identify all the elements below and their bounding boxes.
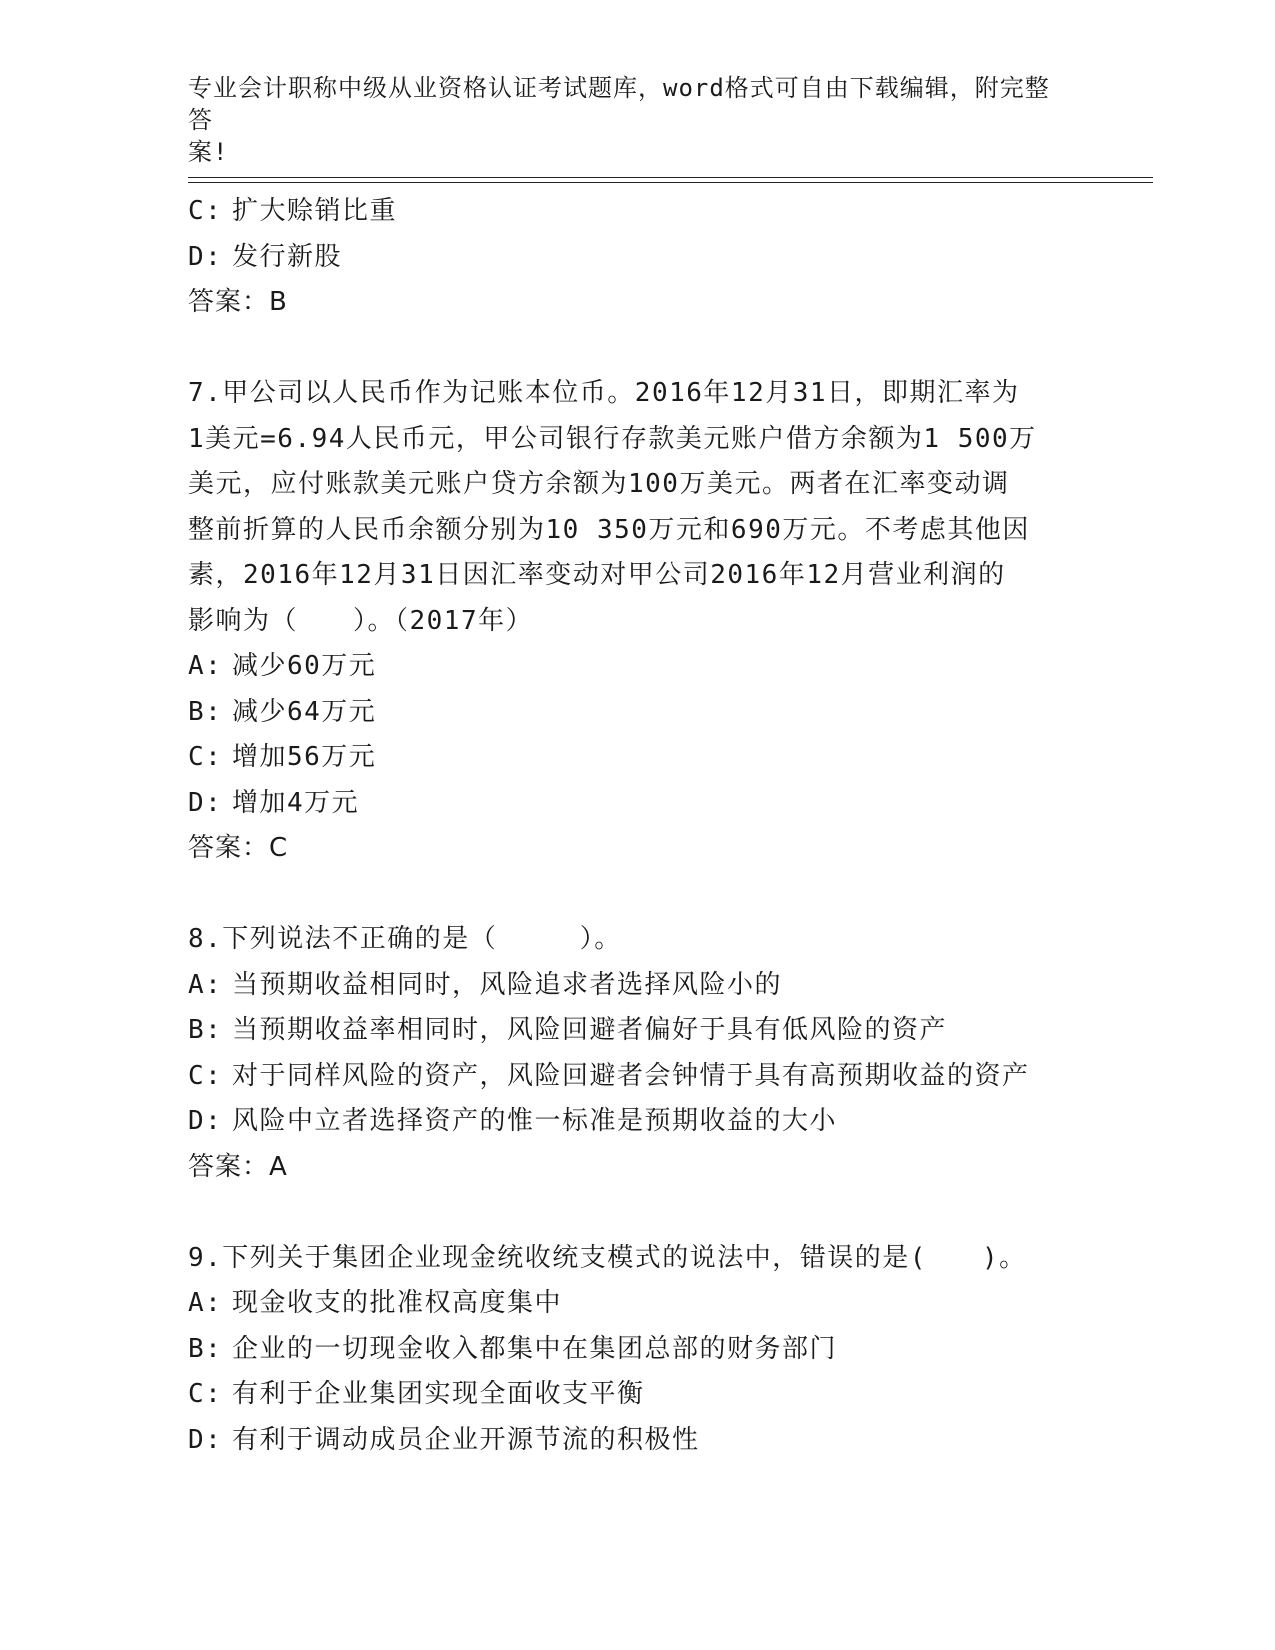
q9-option-d: D: 有利于调动成员企业开源节流的积极性: [188, 1424, 700, 1455]
q7-stem-line-2: 1美元=6.94人民币元，甲公司银行存款美元账户借方余额为1 500万: [188, 423, 1037, 454]
question-content: [188, 189, 1088, 1463]
q8-option-b: B: 当预期收益率相同时，风险回避者偏好于具有低风险的资产: [188, 1015, 948, 1045]
q9-option-a: A: 现金收支的批准权高度集中: [188, 1288, 563, 1318]
q7-stem-line-5: 素，2016年12月31日因汇率变动对甲公司2016年12月营业利润的: [188, 560, 1006, 590]
q8-option-c: C: 对于同样风险的资产，风险回避者会钟情于具有高预期收益的资产: [188, 1060, 1030, 1091]
q8-answer: 答案：A: [188, 1151, 288, 1182]
header-line-2: 案!: [188, 138, 229, 166]
spacer: [188, 326, 1088, 372]
q7-stem-line-4: 整前折算的人民币余额分别为10 350万元和690万元。不考虑其他因: [188, 514, 1030, 545]
q9-option-c: C: 有利于企业集团实现全面收支平衡: [188, 1379, 645, 1409]
page-header: [188, 72, 1068, 168]
header-line-1: 专业会计职称中级从业资格认证考试题库，word格式可自由下载编辑，附完整答: [188, 74, 1050, 134]
q7-option-a: A: 减少60万元: [188, 651, 377, 681]
q8-option-a: A: 当预期收益相同时，风险追求者选择风险小的: [188, 969, 783, 1000]
q9-option-b: B: 企业的一切现金收入都集中在集团总部的财务部门: [188, 1333, 838, 1364]
q8-stem: 8.下列说法不正确的是（ ）。: [188, 924, 622, 954]
spacer: [188, 1190, 1088, 1236]
q7-stem-line-1: 7.甲公司以人民币作为记账本位币。2016年12月31日，即期汇率为: [188, 378, 1020, 408]
spacer: [188, 872, 1088, 918]
q9-stem: 9.下列关于集团企业现金统收统支模式的说法中，错误的是( )。: [188, 1242, 1027, 1273]
q7-option-d: D: 增加4万元: [188, 787, 360, 818]
q6-option-d: D: 发行新股: [188, 241, 343, 272]
header-rule-top: [188, 177, 1153, 178]
q7-stem-line-6: 影响为（ ）。（2017年）: [188, 605, 534, 636]
q7-option-b: B: 减少64万元: [188, 696, 377, 727]
q7-stem-line-3: 美元，应付账款美元账户贷方余额为100万美元。两者在汇率变动调: [188, 469, 1010, 499]
q8-option-d: D: 风险中立者选择资产的惟一标准是预期收益的大小: [188, 1106, 838, 1136]
q7-answer: 答案：C: [188, 833, 289, 863]
q6-option-c: C: 扩大赊销比重: [188, 196, 398, 226]
q7-option-c: C: 增加56万元: [188, 742, 377, 772]
header-rule-bottom: [188, 182, 1153, 183]
q6-answer: 答案：B: [188, 287, 288, 317]
